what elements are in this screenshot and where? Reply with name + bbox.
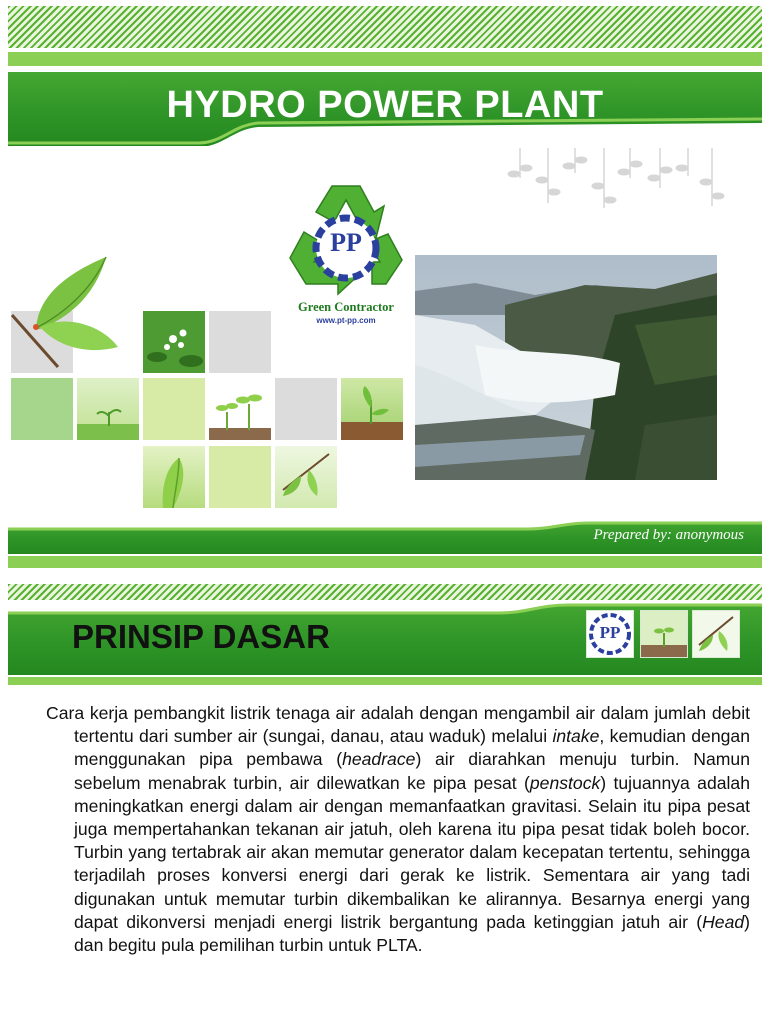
pp-green-contractor-logo	[276, 178, 416, 328]
top-accent-bar	[8, 52, 762, 66]
dam-spillway-photo	[415, 255, 717, 480]
slide2-accent-bar	[8, 677, 762, 685]
logo-monogram: PP	[330, 228, 362, 257]
footer-accent-bar	[8, 556, 762, 568]
body-paragraph: Cara kerja pembangkit listrik tenaga air adalah dengan mengambil air dalam jumlah debit tertentu dari sumber air (sungai, danau, atau waduk) melalui intake, kemudian dengan menggunakan pipa pembawa (headrace) air diarahkan menuju turbin. Namun sebelum menabrak turbin, air dilewatkan ke pipa pesat (penstock) tujuannya adalah meningkatkan energi dalam air dengan memanfaatkan gravitasi. Selain itu pipa pesat juga mempertahankan tekanan air jatuh, oleh karena itu pipa pesat tidak boleh bocor. Turbin yang tertabrak air akan memutar generator dalam kecepatan tertentu, sehingga terjadilah proses konversi energi dari gerak ke listrik. Sementara air yang tadi digunakan untuk memutar turbin dikembalikan ke alirannya. Besarnya energi yang dapat dikonversi menjadi energi listrik bergantung pada ketinggian jatuh air (Head) dan begitu pula pemilihan turbin untuk PLTA.	[46, 703, 750, 956]
slide-title: HYDRO POWER PLANT	[166, 84, 604, 126]
thumb-monogram: PP	[599, 623, 621, 642]
section-title: PRINSIP DASAR	[72, 618, 330, 655]
logo-company-name: Green Contractor	[298, 300, 394, 314]
term-headrace: headrace	[342, 749, 416, 770]
tile-green	[209, 446, 271, 508]
tile-green	[143, 378, 205, 440]
prepared-by-text: Prepared by: anonymous	[593, 527, 744, 543]
sprout-grass-image	[77, 378, 139, 440]
term-head: Head	[702, 911, 745, 932]
top-stripe-band	[8, 6, 762, 48]
thumb-leaves-image	[692, 610, 740, 658]
sprout-soil-image	[341, 378, 403, 440]
logo-website: www.pt-pp.com	[316, 316, 376, 325]
leaf-bud-image	[143, 446, 205, 508]
hanging-leaves-decoration	[500, 148, 740, 218]
tile-gray	[209, 311, 271, 373]
flower-image	[143, 311, 205, 373]
tile-gray	[275, 378, 337, 440]
seedlings-image	[209, 378, 271, 440]
term-intake: intake	[552, 726, 600, 747]
term-penstock: penstock	[529, 772, 601, 793]
slide2-stripe-band	[8, 584, 762, 600]
thumb-sprout-image	[640, 610, 688, 658]
leaves-image	[275, 446, 337, 508]
thumb-pp-logo	[586, 610, 634, 658]
leaf-branch-image	[8, 255, 123, 375]
tile-green	[11, 378, 73, 440]
